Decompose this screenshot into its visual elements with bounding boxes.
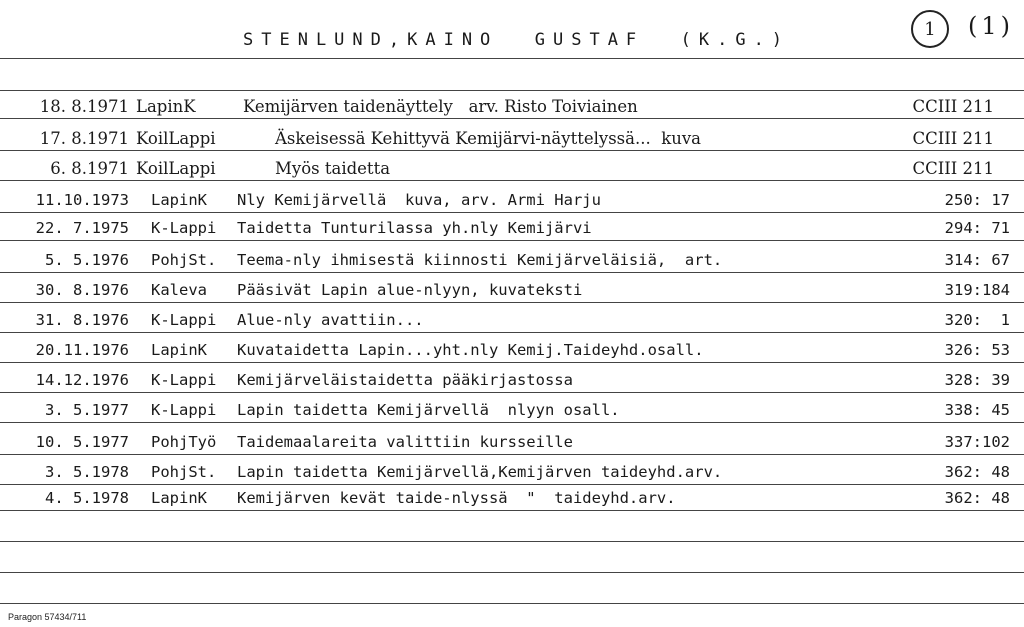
entry-row — [0, 276, 1024, 303]
row-rule — [0, 454, 1024, 455]
row-rule — [0, 422, 1024, 423]
entry-row — [0, 214, 1024, 241]
entry-reference: 328: 39 — [944, 371, 1010, 389]
entry-description: Kemijärveläistaidetta pääkirjastossa — [237, 371, 573, 389]
entry-reference: 250: 17 — [944, 191, 1010, 209]
entry-date: 22. 7.1975 — [35, 219, 129, 237]
entry-reference: 338: 45 — [944, 401, 1010, 419]
entry-date: 20.11.1976 — [35, 341, 129, 359]
entry-description: Kemijärven taidenäyttely arv. Risto Toiviainen — [243, 97, 638, 116]
header-rule — [0, 58, 1024, 59]
entry-row — [0, 366, 1024, 393]
entry-row — [0, 92, 1024, 119]
entry-description: Pääsivät Lapin alue-nlyyn, kuvateksti — [237, 281, 583, 299]
entry-date: 10. 5.1977 — [35, 433, 129, 451]
entry-source: PohjSt. — [151, 463, 217, 481]
row-rule — [0, 362, 1024, 363]
entry-description: Kuvataidetta Lapin...yht.nly Kemij.Taideyhd.osall. — [237, 341, 704, 359]
entry-source: K-Lappi — [151, 311, 217, 329]
entry-date: 31. 8.1976 — [35, 311, 129, 329]
entry-description: Äskeisessä Kehittyvä Kemijärvi-näyttelyssä... kuva — [275, 129, 701, 148]
entry-reference: 294: 71 — [944, 219, 1010, 237]
entry-reference: 337:102 — [944, 433, 1010, 451]
form-number: Paragon 57434/711 — [8, 612, 87, 622]
entry-reference: CCIII 211 — [912, 129, 994, 148]
entry-row — [0, 306, 1024, 333]
entry-date: 30. 8.1976 — [35, 281, 129, 299]
bottom-rule — [0, 603, 1024, 604]
circled-number-mark: 1 — [911, 10, 949, 48]
entry-description: Lapin taidetta Kemijärvellä nlyyn osall. — [237, 401, 620, 419]
row-rule — [0, 302, 1024, 303]
entry-description: Lapin taidetta Kemijärvellä,Kemijärven taideyhd.arv. — [237, 463, 723, 481]
entry-description: Myös taidetta — [275, 159, 391, 178]
entry-reference: 326: 53 — [944, 341, 1010, 359]
card-header — [0, 0, 1024, 58]
entry-description: Taidetta Tunturilassa yh.nly Kemijärvi — [237, 219, 592, 237]
row-rule — [0, 118, 1024, 119]
entry-row — [0, 396, 1024, 423]
entry-date: 3. 5.1977 — [45, 401, 129, 419]
entry-row — [0, 154, 1024, 181]
entry-description: Alue-nly avattiin... — [237, 311, 424, 329]
entry-row — [0, 458, 1024, 485]
entry-source: K-Lappi — [151, 371, 217, 389]
entry-source: LapinK — [136, 97, 196, 116]
blank-rule — [0, 541, 1024, 542]
entry-date: 4. 5.1978 — [45, 489, 129, 507]
entry-date: 11.10.1973 — [35, 191, 129, 209]
row-rule — [0, 180, 1024, 181]
parenthesized-number-mark: (1) — [968, 12, 1014, 40]
entry-reference: CCIII 211 — [912, 159, 994, 178]
entry-source: LapinK — [151, 489, 207, 507]
entry-date: 3. 5.1978 — [45, 463, 129, 481]
entry-row — [0, 246, 1024, 273]
entry-reference: 319:184 — [944, 281, 1010, 299]
row-rule — [0, 150, 1024, 151]
entry-row — [0, 186, 1024, 213]
entry-source: LapinK — [151, 341, 207, 359]
entry-row — [0, 336, 1024, 363]
entry-reference: 362: 48 — [944, 463, 1010, 481]
entry-description: Teema-nly ihmisestä kiinnosti Kemijärveläisiä, art. — [237, 251, 723, 269]
entry-source: KoilLappi — [136, 159, 216, 178]
entry-description: Nly Kemijärvellä kuva, arv. Armi Harju — [237, 191, 601, 209]
entry-date: 18. 8.1971 — [39, 97, 129, 116]
top-rule — [0, 90, 1024, 91]
entry-date: 6. 8.1971 — [50, 159, 129, 178]
entry-description: Taidemaalareita valittiin kursseille — [237, 433, 573, 451]
entry-source: PohjTyö — [151, 433, 217, 451]
row-rule — [0, 510, 1024, 511]
entry-reference: 320: 1 — [944, 311, 1010, 329]
entry-source: K-Lappi — [151, 401, 217, 419]
entry-date: 14.12.1976 — [35, 371, 129, 389]
row-rule — [0, 212, 1024, 213]
entry-row — [0, 484, 1024, 511]
entry-row — [0, 124, 1024, 151]
entry-row — [0, 428, 1024, 455]
row-rule — [0, 392, 1024, 393]
row-rule — [0, 332, 1024, 333]
blank-rule — [0, 572, 1024, 573]
entry-source: PohjSt. — [151, 251, 217, 269]
entry-source: KoilLappi — [136, 129, 216, 148]
entry-reference: 362: 48 — [944, 489, 1010, 507]
entry-source: Kaleva — [151, 281, 207, 299]
entry-date: 17. 8.1971 — [39, 129, 129, 148]
entry-date: 5. 5.1976 — [45, 251, 129, 269]
entry-description: Kemijärven kevät taide-nlyssä " taideyhd.arv. — [237, 489, 676, 507]
entry-source: K-Lappi — [151, 219, 217, 237]
entry-source: LapinK — [151, 191, 207, 209]
row-rule — [0, 240, 1024, 241]
card-title: STENLUND,KAINO GUSTAF (K.G.) — [243, 30, 791, 50]
row-rule — [0, 272, 1024, 273]
entry-reference: CCIII 211 — [912, 97, 994, 116]
entry-reference: 314: 67 — [944, 251, 1010, 269]
